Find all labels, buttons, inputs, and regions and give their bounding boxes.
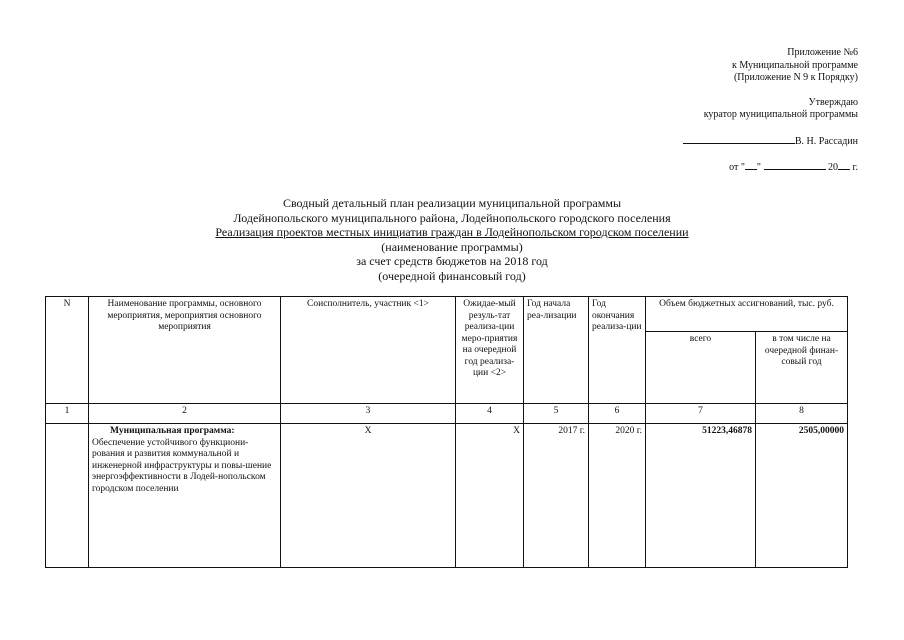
col-number: 3	[281, 404, 456, 424]
approve-label: Утверждаю	[808, 96, 858, 108]
date-quote: "	[756, 162, 762, 173]
col-number: 4	[456, 404, 524, 424]
appendix-label: Приложение №6	[787, 47, 858, 58]
header-coexecutor: Соисполнитель, участник <1>	[281, 297, 456, 404]
budget-year-caption: (очередной финансовый год)	[378, 268, 526, 283]
approval-block	[683, 97, 858, 122]
header-total: всего	[646, 332, 756, 404]
program-name: Реализация проектов местных инициатив граждан в Лодейнопольском городском поселении	[215, 225, 689, 240]
program-name-caption: (наименование программы)	[381, 239, 523, 254]
header-name: Наименование программы, основного мероприятия, мероприятия основного мероприятия	[89, 297, 281, 404]
col-number: 7	[646, 404, 756, 424]
row-n	[46, 424, 89, 568]
year-prefix: 20	[828, 162, 839, 173]
year-suffix: г.	[852, 162, 858, 173]
appendix-block	[683, 47, 858, 85]
date-line	[683, 160, 858, 175]
title-line-1: Сводный детальный план реализации муниципальной программы	[282, 196, 622, 210]
month-blank	[764, 160, 826, 170]
day-blank	[745, 160, 757, 170]
program-reference: к Муниципальной программе	[731, 59, 858, 71]
header-start-year: Год начала реа-лизации	[524, 297, 589, 404]
budget-year: за счет средств бюджетов на 2018 год	[356, 254, 548, 269]
approval-header	[683, 47, 858, 175]
row-start-year: 2017 г.	[524, 424, 589, 568]
document-title	[0, 196, 904, 284]
year-blank	[838, 160, 850, 170]
signatory-name: В. Н. Рассадин	[794, 135, 858, 147]
header-current-year: в том числе на очередной финан-совый год	[756, 332, 848, 404]
row-coexecutor: Х	[281, 424, 456, 568]
row-current-year: 2505,00000	[756, 424, 848, 568]
header-end-year: Год окончания реализа-ции	[589, 297, 646, 404]
row-expected-result: Х	[456, 424, 524, 568]
plan-table	[45, 296, 848, 568]
row-total: 51223,46878	[646, 424, 756, 568]
signature-block	[683, 134, 858, 149]
col-number: 8	[756, 404, 848, 424]
row-name-heading: Муниципальная программа:	[110, 426, 235, 436]
row-name-text: Обеспечение устойчивого функциони-рования и развития коммунальной и инженерной инфраструктуры и повы-шение энергоэффективности в Лодей-нопольском городском поселении	[92, 437, 272, 494]
title-line-2: Лодейнопольского муниципального района, Лодейнопольского городского поселения	[233, 210, 671, 225]
order-reference: (Приложение N 9 к Порядку)	[733, 72, 858, 83]
signature-line	[683, 134, 795, 144]
row-name	[89, 424, 281, 568]
header-expected-result: Ожидае-мый резуль-тат реализа-ции меро-приятия на очередной год реализа-ции <2>	[456, 297, 524, 404]
col-number: 5	[524, 404, 589, 424]
date-prefix: от "	[729, 162, 745, 173]
column-number-row	[46, 404, 848, 424]
header-row-1	[46, 297, 848, 332]
col-number: 1	[46, 404, 89, 424]
header-budget: Объем бюджетных ассигнований, тыс. руб.	[646, 297, 848, 332]
col-number: 6	[589, 404, 646, 424]
table-row	[46, 424, 848, 568]
curator-label: куратор муниципальной программы	[703, 109, 858, 120]
row-end-year: 2020 г.	[589, 424, 646, 568]
header-n: N	[46, 297, 89, 404]
col-number: 2	[89, 404, 281, 424]
